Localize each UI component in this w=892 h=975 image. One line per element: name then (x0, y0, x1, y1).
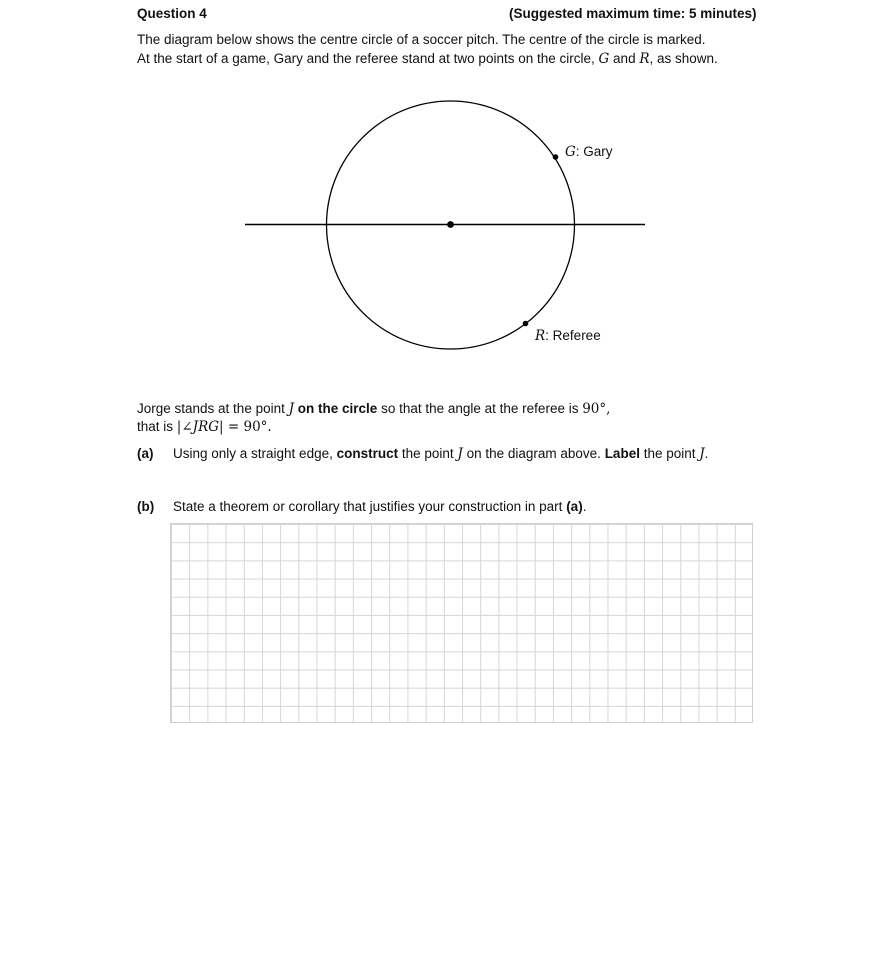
intro-line-2-text-a: At the start of a game, Gary and the referee stand at two points on the circle, (137, 51, 599, 66)
question-title: Question 4 (137, 6, 207, 21)
jorge-on-circle: on the circle (297, 401, 378, 416)
part-b-text (173, 499, 586, 514)
jorge-line-2 (137, 419, 272, 435)
part-b-t3: . (582, 499, 587, 514)
part-a-label: (a) (137, 446, 154, 461)
label-r (534, 328, 601, 344)
jorge-var-j: J (288, 401, 295, 417)
part-a-t6: the point (639, 446, 700, 461)
part-a-t4: on the diagram above. (462, 446, 605, 461)
part-a-var-j2: J (699, 446, 705, 462)
jorge-text-3: so that the angle at the referee is (377, 401, 583, 416)
intro-line-2-text-b: , as shown. (649, 51, 718, 66)
part-b-label: (b) (137, 499, 155, 514)
angle-expression-vars: JRG (192, 419, 220, 435)
suggested-time: (Suggested maximum time: 5 minutes) (509, 6, 757, 21)
answer-grid-box[interactable] (170, 523, 753, 723)
angle-expression-suffix: | = 90°. (219, 419, 272, 435)
jorge-text-1: Jorge stands at the point (137, 401, 289, 416)
part-a-t7: . (704, 446, 709, 461)
part-a-var-j: J (457, 446, 463, 462)
label-g-text: : Gary (575, 144, 613, 159)
label-r-var: R (535, 328, 546, 344)
part-b-t1: State a theorem or corollary that justifies your construction in part (173, 499, 567, 514)
part-a-text (173, 446, 708, 462)
jorge-line-1 (137, 401, 610, 417)
centre-point (447, 221, 454, 228)
intro-line-1: The diagram below shows the centre circle of a soccer pitch. The centre of the circle is marked. (137, 32, 706, 47)
label-r-text: : Referee (545, 328, 601, 343)
intro-var-r: R (639, 51, 650, 67)
point-g (553, 154, 559, 160)
intro-line-2-and: and (609, 51, 640, 66)
label-g (565, 144, 613, 160)
point-r (523, 321, 529, 327)
part-b-ref: (a) (566, 499, 583, 514)
part-a-construct: construct (336, 446, 399, 461)
part-a-t3: the point (398, 446, 458, 461)
centre-circle-diagram (0, 0, 892, 400)
part-a-t1: Using only a straight edge, (173, 446, 337, 461)
jorge-line-2-text: that is (137, 419, 177, 434)
jorge-degree: 90°, (582, 401, 611, 417)
label-g-var: G (565, 144, 576, 160)
angle-expression-prefix: |∠ (176, 419, 193, 435)
part-a-label-word: Label (604, 446, 640, 461)
intro-var-g: G (598, 51, 610, 67)
